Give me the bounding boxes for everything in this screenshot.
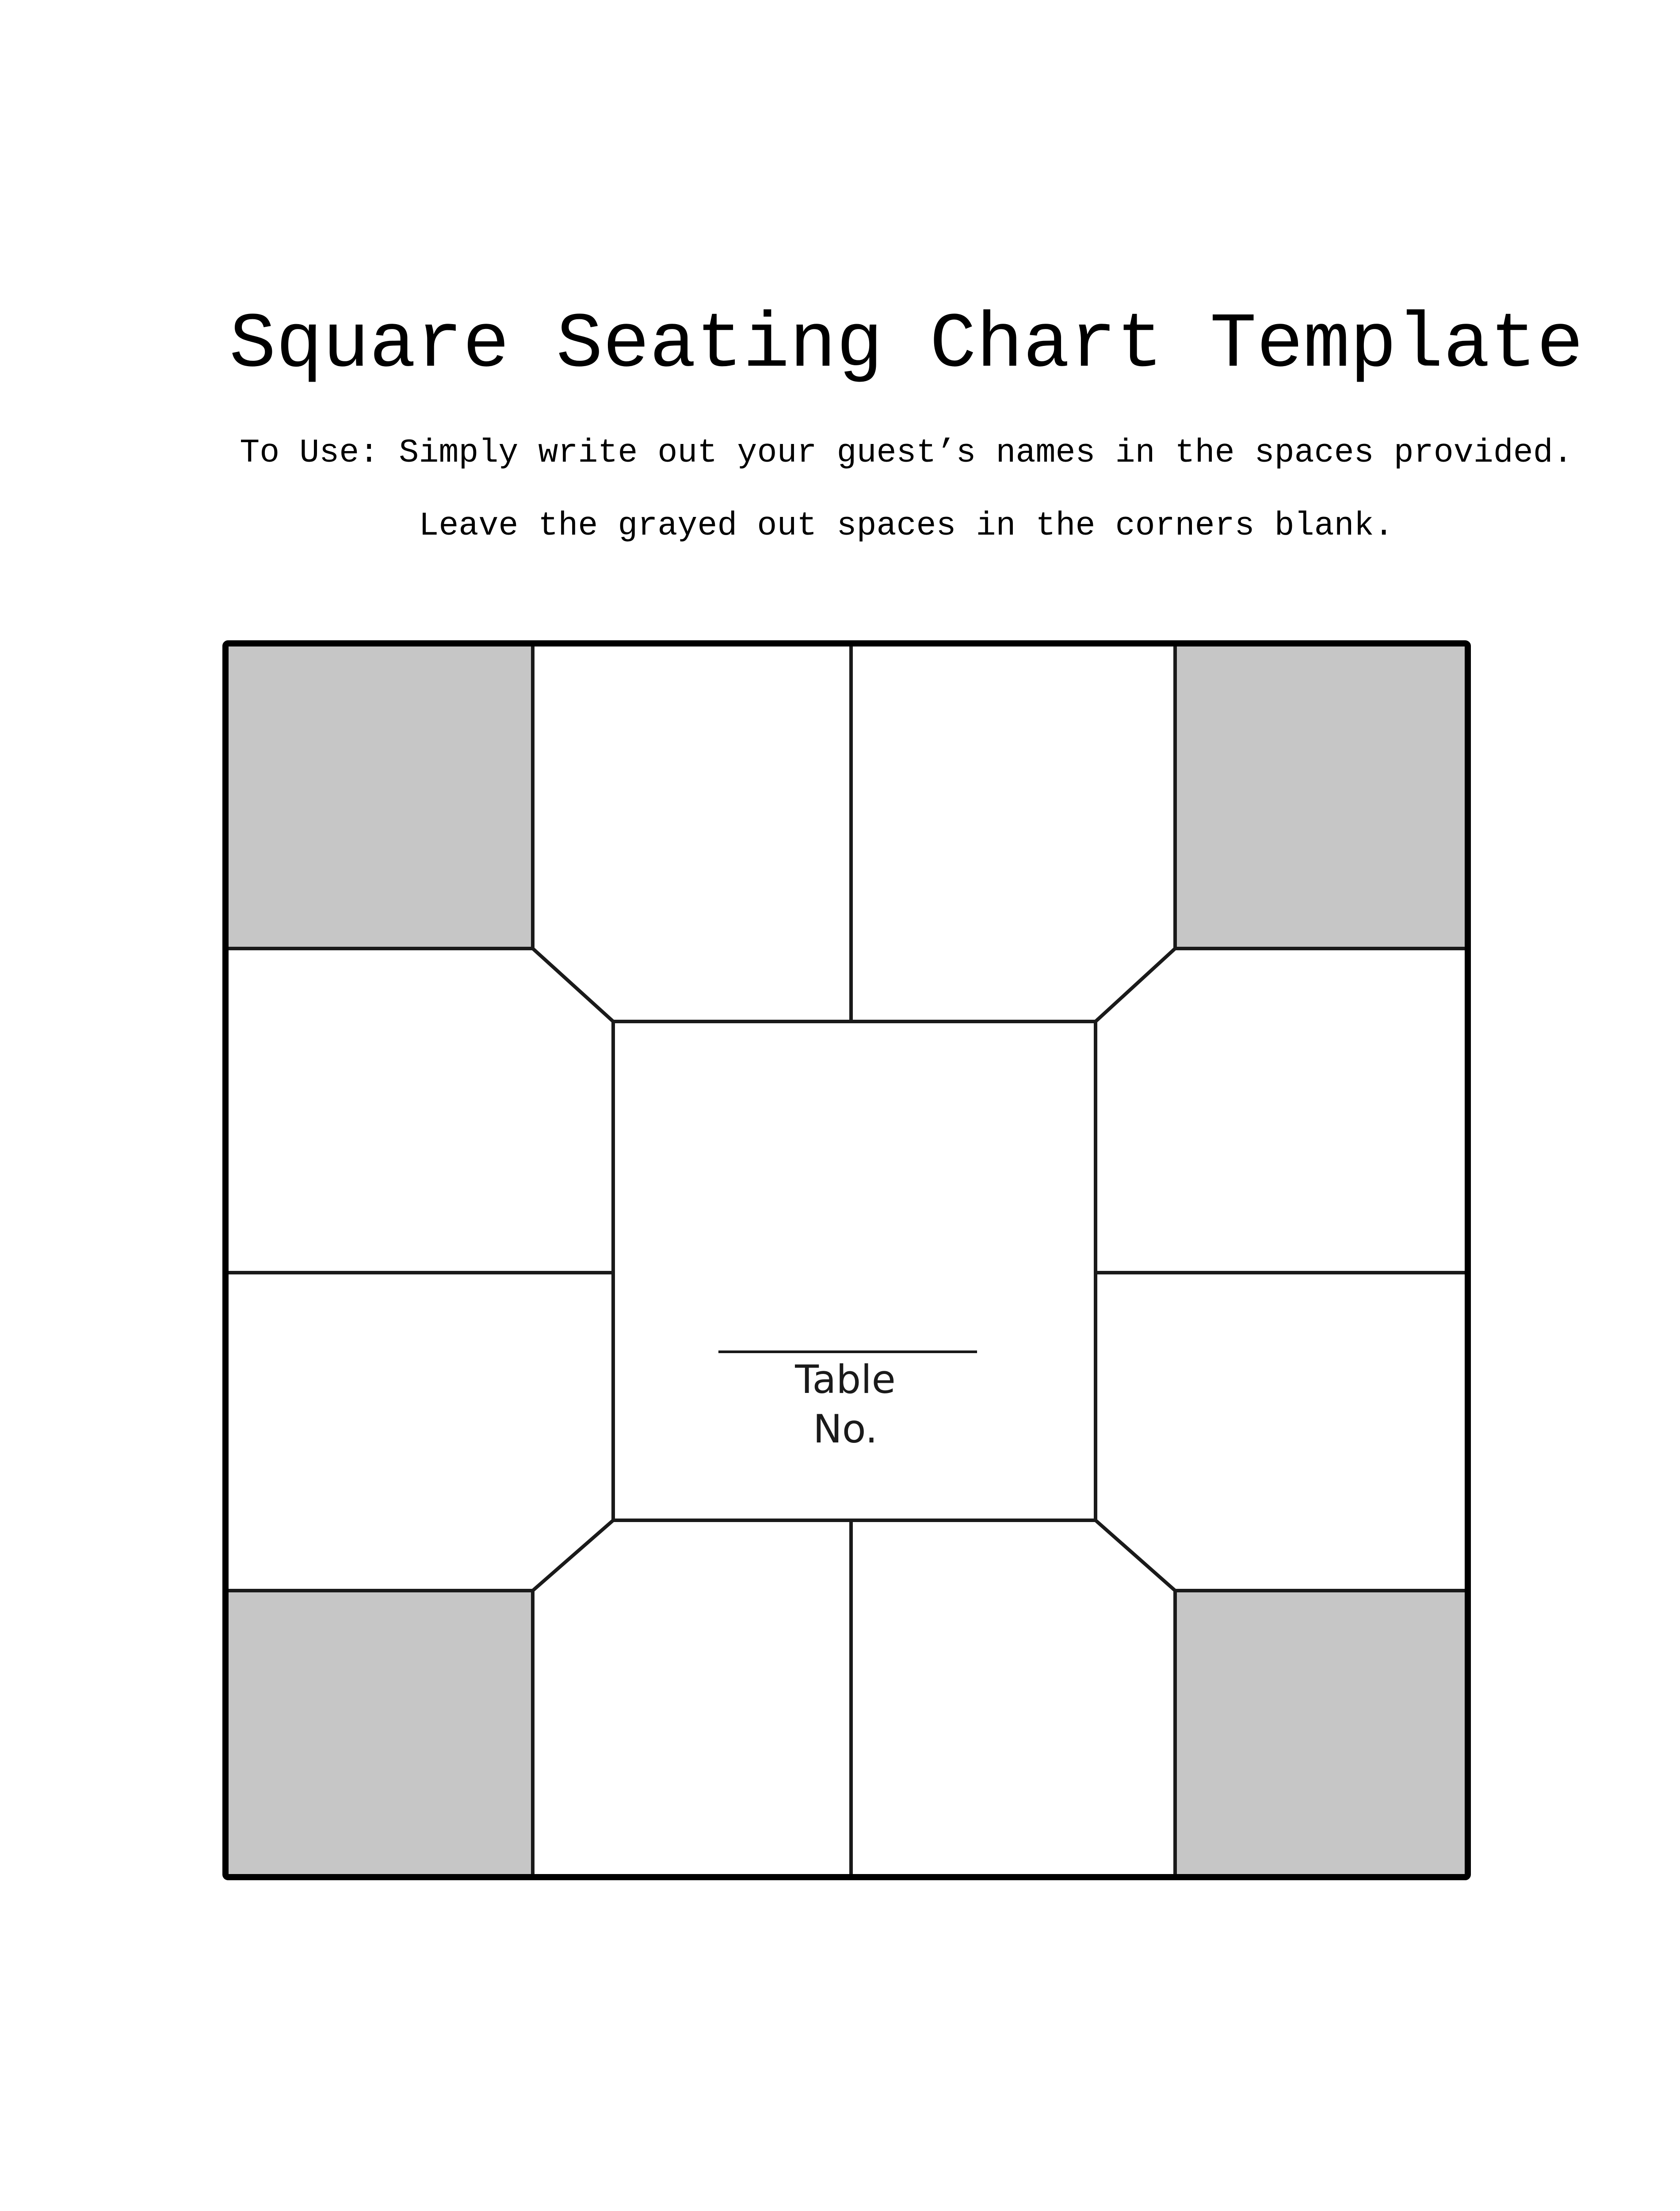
instruction-line-1: To Use: Simply write out your guest’s names in the spaces provided. (240, 434, 1573, 472)
seat-top-right[interactable] (851, 643, 1175, 1021)
page-title: Square Seating Chart Template (229, 301, 1584, 389)
seat-bottom-right[interactable] (851, 1520, 1175, 1877)
seat-left-upper[interactable] (225, 949, 613, 1273)
corner-block-bottom-left (225, 1591, 533, 1877)
seat-left-lower[interactable] (225, 1273, 613, 1591)
table-label-line1: Table (795, 1357, 896, 1402)
instruction-line-2: Leave the grayed out spaces in the corners blank. (419, 507, 1394, 545)
corner-block-top-right (1175, 643, 1468, 949)
seat-right-upper[interactable] (1096, 949, 1468, 1273)
seat-bottom-left[interactable] (533, 1520, 851, 1877)
corner-block-top-left (225, 643, 533, 949)
corner-block-bottom-right (1175, 1591, 1468, 1877)
table-label-line2: No. (813, 1406, 878, 1452)
seat-right-lower[interactable] (1096, 1273, 1468, 1591)
seat-top-left[interactable] (533, 643, 851, 1021)
